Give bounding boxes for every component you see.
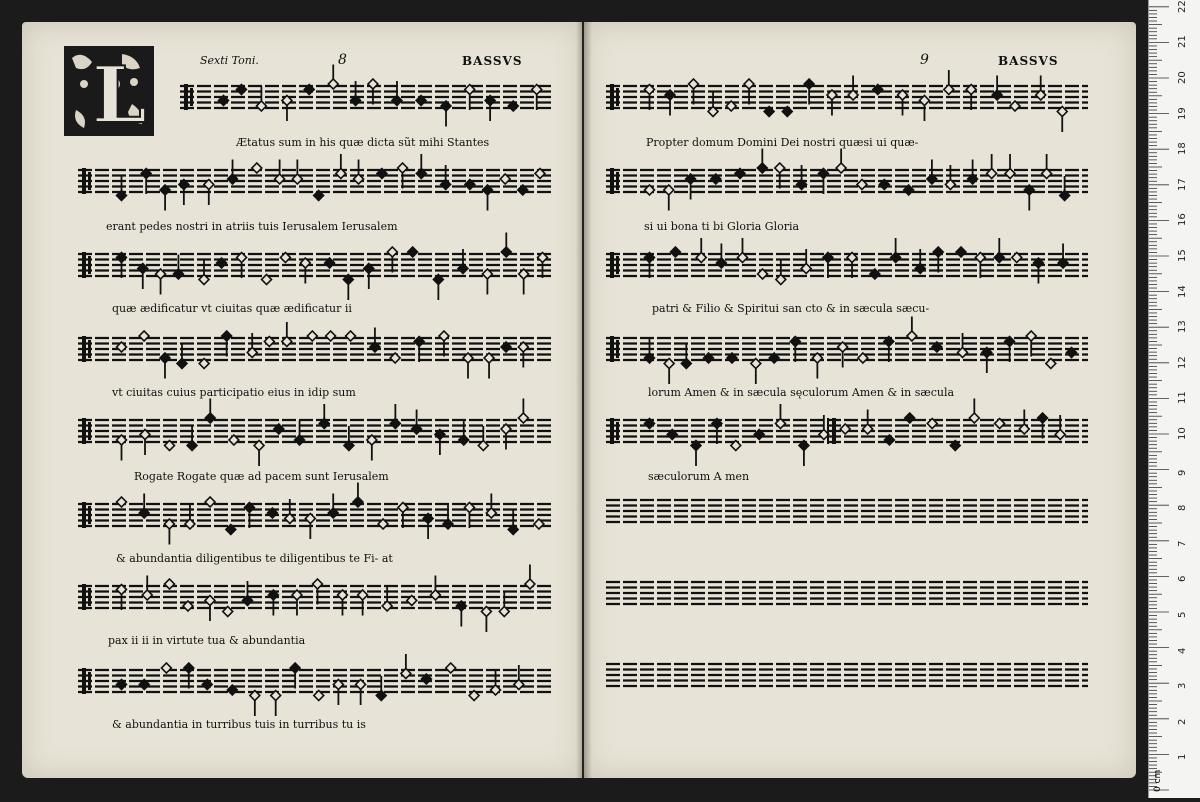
note-head — [313, 579, 323, 589]
ruler-label: 22 — [1177, 0, 1188, 13]
clef-mark — [82, 668, 86, 694]
clef-mark — [88, 506, 91, 524]
note-head — [165, 579, 175, 589]
lyric-line: vt ciuitas cuius participatio eius in idip sum — [112, 386, 356, 399]
clef-mark — [610, 336, 614, 362]
ruler-label: 8 — [1177, 504, 1188, 512]
lyric-line: si ui bona ti bi Gloria Gloria — [644, 220, 800, 233]
clef-mark — [616, 340, 619, 358]
clef-mark — [190, 88, 193, 106]
clef-mark — [610, 84, 614, 110]
note-head — [353, 497, 363, 507]
note-head — [956, 247, 966, 257]
note-head — [398, 163, 408, 173]
note-head — [907, 331, 917, 341]
clef-mark — [610, 252, 614, 278]
note-head — [905, 413, 915, 423]
clef-mark — [82, 168, 86, 194]
initial-letter-glyph: L — [92, 50, 147, 138]
note-head — [307, 331, 317, 341]
ruler-label: 6 — [1177, 576, 1188, 583]
ruler-label: 2 — [1177, 718, 1188, 725]
note-head — [290, 663, 300, 673]
note-head — [326, 331, 336, 341]
clef-mark — [616, 256, 619, 274]
ruler-label: 9 — [1177, 469, 1188, 476]
note-head — [836, 163, 846, 173]
note-head — [117, 497, 127, 507]
note-head — [1026, 331, 1036, 341]
lyric-line: Rogate Rogate quæ ad pacem sunt Ierusalem — [134, 470, 389, 483]
clef-mark — [610, 418, 614, 444]
note-head — [161, 663, 171, 673]
lyric-line: Propter domum Domini Dei nostri quæsi ui quæ- — [646, 136, 919, 149]
ruler-label: 1 — [1177, 754, 1188, 761]
note-head — [525, 579, 535, 589]
clef-mark — [82, 584, 86, 610]
note-head — [689, 79, 699, 89]
clef-mark — [88, 422, 91, 440]
note-head — [1038, 413, 1048, 423]
clef-mark — [616, 172, 619, 190]
note-head — [969, 413, 979, 423]
lyric-line: sæculorum A men — [648, 470, 750, 483]
left-page-number: 8 — [338, 52, 347, 68]
lyric-line: erant pedes nostri in atriis tuis Ierusalem Ierusalem — [106, 220, 398, 233]
lyric-line: & abundantia in turribus tuis in turribus tu is — [112, 718, 366, 731]
note-head — [775, 163, 785, 173]
clef-mark — [88, 172, 91, 190]
ruler-label: 13 — [1177, 320, 1188, 334]
ruler-label: 18 — [1177, 142, 1188, 156]
ruler-label: 11 — [1177, 391, 1188, 405]
clef-mark — [82, 502, 86, 528]
note-head — [368, 79, 378, 89]
ruler-label: 16 — [1177, 213, 1188, 227]
ruler-unit: 0 cm — [1153, 769, 1163, 792]
note-head — [439, 331, 449, 341]
lyric-line: lorum Amen & in sæcula sęculorum Amen & in sæcula — [648, 386, 955, 399]
note-head — [518, 413, 528, 423]
ruler-label: 7 — [1177, 540, 1188, 547]
clef-mark — [82, 336, 86, 362]
note-head — [139, 331, 149, 341]
note-head — [205, 413, 215, 423]
clef-mark — [88, 256, 91, 274]
ruler-label: 4 — [1177, 647, 1188, 654]
ruler-label: 21 — [1177, 35, 1188, 49]
clef-mark — [88, 340, 91, 358]
clef-mark — [610, 168, 614, 194]
ruler-ticks — [1149, 0, 1200, 798]
ruler-label: 17 — [1177, 178, 1188, 191]
note-head — [252, 163, 262, 173]
clef-mark — [616, 422, 619, 440]
note-head — [446, 663, 456, 673]
lyric-line: patri & Filio & Spiritui san cto & in sæcula sæcu- — [652, 302, 930, 315]
note-head — [387, 247, 397, 257]
clef-mark — [82, 252, 86, 278]
header-tone: Sexti Toni. — [200, 54, 259, 67]
ruler-label: 20 — [1177, 71, 1188, 84]
note-head — [408, 247, 418, 257]
note-head — [804, 79, 814, 89]
note-head — [757, 163, 767, 173]
note-head — [328, 79, 338, 89]
note-head — [184, 663, 194, 673]
clef-mark — [88, 588, 91, 606]
lyric-line: & abundantia diligentibus te diligentibus te Fi- at — [116, 552, 393, 565]
ruler-label: 5 — [1177, 611, 1188, 618]
note-head — [205, 497, 215, 507]
measuring-ruler — [1148, 0, 1200, 798]
right-page-number: 9 — [920, 52, 929, 68]
clef-mark — [616, 88, 619, 106]
ruler-label: 10 — [1177, 427, 1188, 440]
note-head — [933, 247, 943, 257]
note-head — [222, 331, 232, 341]
clef-mark — [184, 84, 188, 110]
note-head — [346, 331, 356, 341]
ruler-label: 19 — [1177, 106, 1188, 120]
clef-mark — [88, 672, 91, 690]
ruler-label: 12 — [1177, 356, 1188, 369]
ruler-label: 14 — [1177, 284, 1188, 298]
clef-mark — [82, 418, 86, 444]
left-part-name: BASSVS — [462, 54, 523, 68]
ruler-label: 3 — [1177, 682, 1188, 690]
lyric-line: pax ii ii in virtute tua & abundantia — [108, 634, 306, 647]
note-head — [744, 79, 754, 89]
note-head — [501, 247, 511, 257]
right-part-name: BASSVS — [998, 54, 1059, 68]
ruler-label: 15 — [1177, 249, 1188, 262]
lyric-line: Ætatus sum in his quæ dicta sũt mihi Stantes — [236, 136, 490, 149]
note-head — [670, 247, 680, 257]
lyric-line: quæ ædificatur vt ciuitas quæ ædificatur ii — [112, 302, 352, 315]
